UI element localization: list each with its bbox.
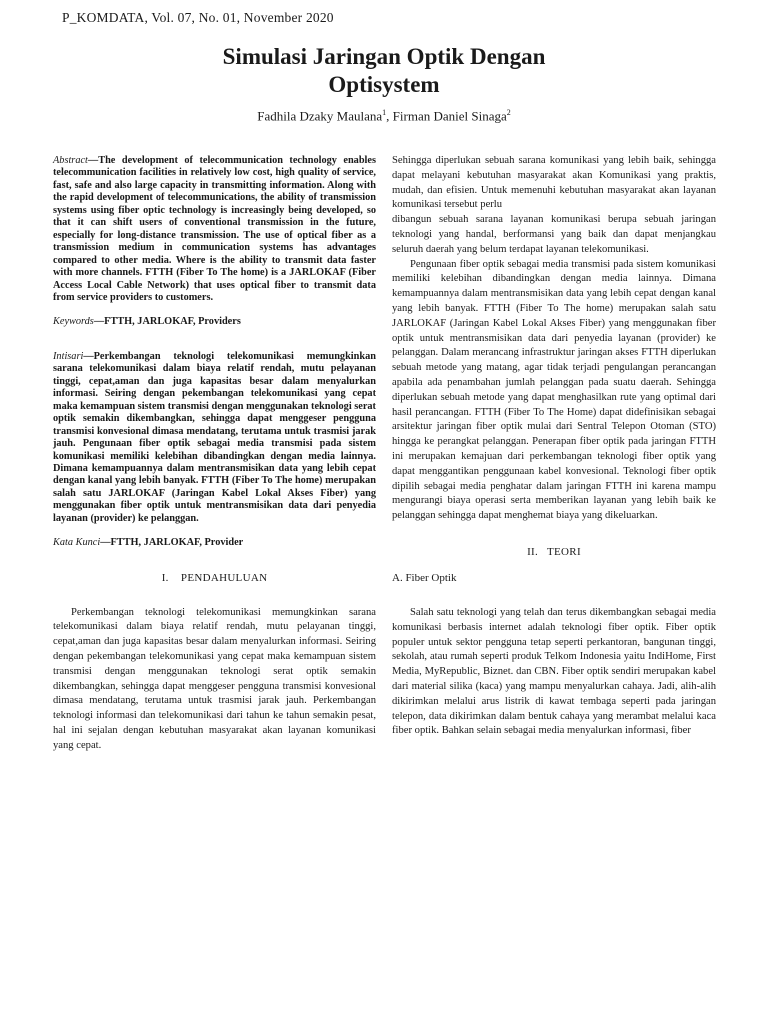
section-2-heading: II. TEORI: [527, 545, 581, 558]
section-1-paragraph: Perkembangan teknologi telekomunikasi memungkinkan sarana telekomunikasi dalam biaya relatif rendah, mutu pelayanan tinggi, cepat,aman dan juga kapasitas besar dalam menyalurkan informasi. Seiring dengan pekembangan telekomunikasi yang cepat maka kemampuan sistem transmisi dengan menggunakan teknologi serat optik semakin dikembangkan, sehingga dapat menggeser pengguna transmisi konvesional dimasa mendatang, terutama untuk trasmisi jarak jauh. Perkembangan teknologi informasi dan telekomunikasi dari tahun ke tahun semakin pesat, hal ini sejalan dengan kebutuhan masyarakat akan layanan komunikasi yang cepat.: [53, 606, 376, 751]
abstract-text: The development of telecommunication technology enables telecommunication facilities in relatively low cost, high quality of service, fast, safe and also large capacity in transmitting information. Along with the rapid development of telecommunications, the ability of transmission systems using fiber optic technology is increasingly being developed, so that it can shift users of conventional transmission in the future, especially for long-distance transmission. The use of optical fiber as a transmission medium in communication systems has advantages compared to other media. Where is the ability to transmit data faster with more channels. FTTH (Fiber To The home) is a JARLOKAF (Fiber Access Local Cable Network) that uses optical fiber to transmit data from service providers to customers.: [53, 155, 376, 303]
author-1-affiliation: 1: [382, 108, 387, 117]
intisari: [53, 351, 376, 525]
title-line-2: Optisystem: [328, 72, 440, 97]
kata-kunci-values: FTTH, JARLOKAF, Provider: [110, 537, 244, 549]
abstract-label: Abstract: [53, 155, 88, 166]
keywords-label: Keywords: [53, 316, 94, 328]
author-separator: ,: [386, 108, 393, 124]
kata-kunci-label: Kata Kunci: [53, 537, 101, 549]
abstract-dash: —: [87, 155, 99, 166]
intisari-dash: —: [83, 350, 94, 362]
author-list: [0, 108, 768, 124]
right-column: [392, 154, 716, 739]
left-column: [53, 155, 376, 754]
keywords: [53, 316, 376, 328]
keywords-values: FTTH, JARLOKAF, Providers: [104, 316, 241, 328]
right-paragraph-1: Sehingga diperlukan sebuah sarana komunikasi yang lebih baik, sehingga dapat melayani kebutuhan masyarakat akan Komunikasi yang praktis, mudah, dan efisien. Untuk memenuhi kebutuhan masyarakat akan layanan komunikasi tersebut perlu: [392, 155, 716, 211]
author-2: Firman Daniel Sinaga: [392, 108, 507, 124]
abstract: [53, 155, 376, 304]
title-line-1: Simulasi Jaringan Optik Dengan: [222, 44, 546, 69]
author-2-affiliation: 2: [506, 108, 511, 117]
intisari-label: Intisari: [53, 350, 84, 362]
right-paragraph-3: Pengunaan fiber optik sebagai media transmisi pada sistem komunikasi memiliki kelebihan dibandingkan dengan media lainnya. Dimana kemampuannya dalam mentransmisikan data yang lebih cepat dengan kanal yang lebih banyak. FTTH (Fiber To The home) merupakan salah satu JARLOKAF (Jaringan Kabel Lokal Akses Fiber) yang menggunakan fiber optik untuk mentransmisikan data dari penyedia layanan (provider) ke pelanggan. Dalam merancang infrastruktur jaringan akses FTTH diperlukan sebuah metode yang matang, agar tidak terjadi pengulangan perancangan apabila ada penambahan jumlah pelanggan pada suatu daerah. Sehingga diperlukan sebuah metode yang dapat menghasilkan rute yang optimal dari hasil perancangan. FTTH (Fiber To The Home) dapat didefinisikan sebagai arsitektur jaringan fiber optik mulai dari Sentral Telepon Otoman (STO) hingga ke perangkat pelanggan. Penerapan fiber optik pada jaringan FTTH ini merupakan kemajuan dari perkembangan teknologi fiber optik yang dapat menggantikan penggunaan kabel konvesional. Teknologi fiber optik dipilih sebagai media penghatar dalam jaringan FTTH ini karena mampu mengurangi biaya operasi serta memberikan layanan yang lebih baik ke pelanggan sehingga dapat menghemat biaya yang dikeluarkan.: [392, 258, 716, 522]
right-paragraph-2: dibangun sebuah sarana layanan komunikasi berupa sebuah jaringan teknologi yang handal, berforma​nsi yang baik dan dapat menjangkau seluruh daerah yang belum terdapat layanan telekomunikasi.: [392, 214, 716, 255]
paper-title: [0, 43, 768, 99]
section-2-paragraph: Salah satu teknologi yang telah dan terus dikembangkan sebagai media komunikasi berbasis internet adalah teknologi fiber optik. Fiber optik populer untuk sektor pengguna tetap seperti perkantoran, bangunan tinggi, sekolah, atau rumah seperti produk Telkom Indonesia yaitu IndiHome, First Media, MyRepublic, Biznet. dan CBN. Fiber optik sendiri merupakan kabel dari material silika (kaca) yang mampu menyalurkan cahaya. Jadi, alih-alih dikirimkan melalui arus listrik di kawat tembaga seperti pada jaringan telepon, data dikirimkan dalam bentuk cahaya yang merambat melalui kaca fiber optik. Bahkan selain sebagai media menyalurkan informasi, fiber: [392, 606, 716, 737]
author-1: Fadhila Dzaky Maulana: [257, 108, 383, 124]
kata-kunci: [53, 537, 376, 549]
keywords-dash: —: [93, 316, 105, 328]
kata-kunci-dash: —: [100, 537, 111, 549]
section-1-heading: I. PENDAHULUAN: [161, 571, 268, 584]
intisari-text: Perkembangan teknologi telekomunikasi memungkinkan sarana telekomunikasi dalam biaya relatif rendah, mutu pelayanan tinggi, cepat,aman dan juga kapasitas besar dalam menyalurkan informasi. Seiring dengan pekembangan telekomunikasi yang cepat maka kemampuan sistem transmisi dengan menggunakan teknologi serat optik semakin dikembangkan, sehingga dapat menggeser pengguna transmisi konvesional dimasa mendatang, terutama untuk trasmisi jarak jauh. Pengunaan fiber optik sebagai media transmisi pada sistem komunikasi memiliki kelebihan dibandingkan dengan media lainnya. Dimana kemampuannya dalam mentransmisikan data yang lebih cepat dengan kanal yang lebih banyak. FTTH (Fiber To The home) merupakan salah satu JARLOKAF (Jaringan Kabel Lokal Akses Fiber) yang menggunakan fiber optik untuk mentransmisikan data dari penyedia layanan (provider) ke pelanggan.: [53, 350, 376, 524]
journal-header: P_KOMDATA, Vol. 07, No. 01, November 2020: [62, 10, 334, 25]
subsection-a-heading: A. Fiber Optik: [392, 571, 457, 584]
